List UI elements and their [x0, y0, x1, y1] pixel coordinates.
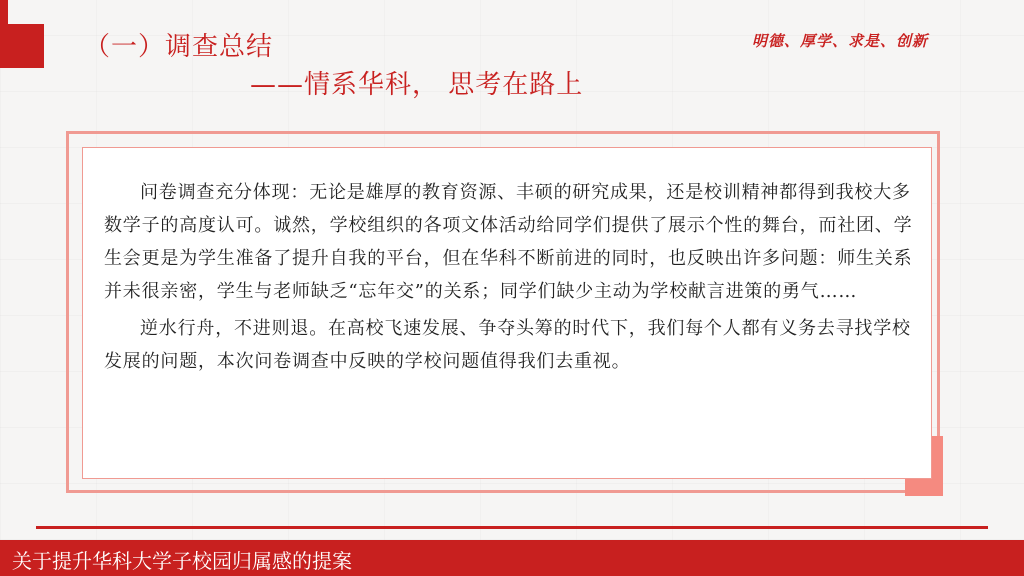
- content-body: [104, 176, 924, 382]
- corner-block: [0, 24, 44, 68]
- page-subtitle: ——情系华科， 思考在路上: [250, 70, 584, 100]
- footer-title: 关于提升华科大学子校园归属感的提案: [12, 549, 352, 573]
- page-title: （一）调查总结: [84, 32, 274, 62]
- school-motto: 明德、厚学、求是、创新: [752, 32, 929, 50]
- paragraph-1: 问卷调查充分体现：无论是雄厚的教育资源、丰硕的研究成果，还是校训精神都得到我校大多数学子的高度认可。诚然，学校组织的各项文体活动给同学们提供了展示个性的舞台，而社团、学生会更是为学生准备了提升自我的平台，但在华科不断前进的同时，也反映出许多问题：师生关系并未很亲密，学生与老师缺乏“忘年交”的关系；同学们缺少主动为学校献言进策的勇气……: [104, 182, 913, 302]
- paragraph-2: 逆水行舟，不进则退。在高校飞速发展、争夺头筹的时代下，我们每个人都有义务去寻找学校发展的问题，本次问卷调查中反映的学校问题值得我们去重视。: [104, 318, 911, 372]
- corner-line: [0, 0, 8, 24]
- divider-line: [36, 526, 988, 529]
